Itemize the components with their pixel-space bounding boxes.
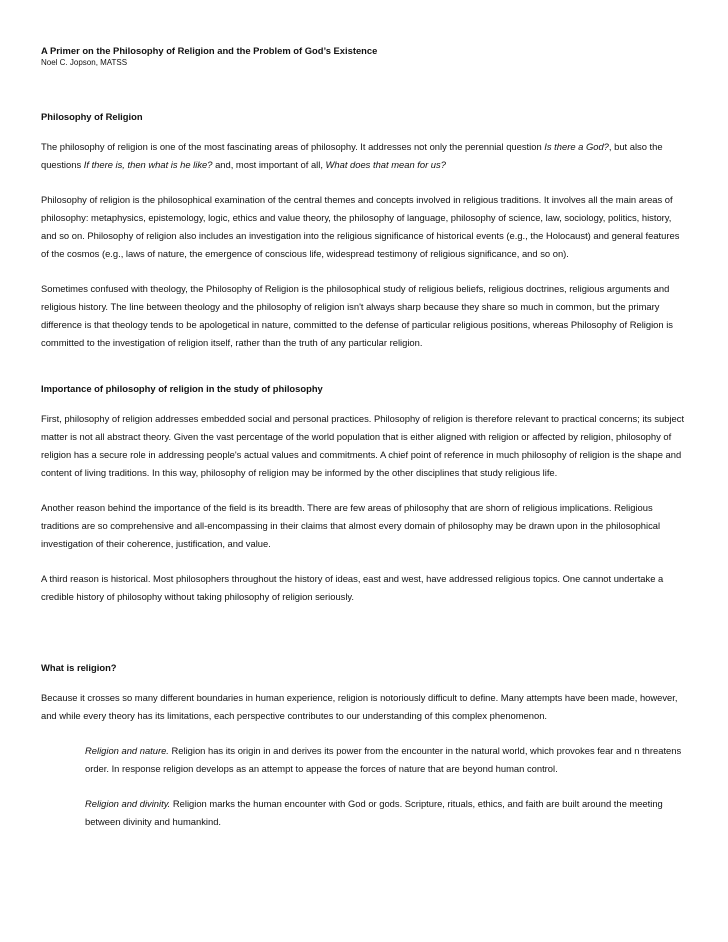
definition-label: Religion and nature. (85, 745, 169, 756)
paragraph: Sometimes confused with theology, the Philosophy of Religion is the philosophical study of religious beliefs, religious doctrines, religious arguments and religious history. The line between theology and the philosophy of religion isn't always sharp because they share so much in common, but the primary difference is that theology tends to be apologetical in nature, committed to the defense of particular religious positions, whereas Philosophy of Religion is committed to the investigation of religion itself, rather than the truth of any particular religion. (41, 283, 673, 348)
text-run: and, most important of all, (212, 159, 326, 170)
italic-question: Is there a God? (544, 141, 609, 152)
document-title: A Primer on the Philosophy of Religion and the Problem of God’s Existence (41, 45, 378, 56)
document-author: Noel C. Jopson, MATSS (41, 58, 128, 67)
section-heading-philosophy-of-religion: Philosophy of Religion (41, 111, 143, 122)
definition-text: Religion marks the human encounter with God or gods. Scripture, rituals, ethics, and faith are built around the meeting between divinity and humankind. (85, 798, 663, 827)
text-run: , but also the questions (41, 141, 663, 170)
definition-text: Religion has its origin in and derives its power from the encounter in the natural world, which provokes fear and n threatens order. In response religion develops as an attempt to appease the forces of nature that are beyond human control. (85, 745, 682, 774)
italic-question: If there is, then what is he like? (83, 159, 213, 170)
text-run: The philosophy of religion is one of the most fascinating areas of philosophy. It addresses not only the perennial question (41, 141, 545, 152)
paragraph: Another reason behind the importance of the field is its breadth. There are few areas of philosophy that are shorn of religious implications. Religious traditions are so comprehensive and all-encompassing in their claims that almost every domain of philosophy may be drawn upon in the philosophical investigation of their coherence, justification, and value. (41, 502, 661, 549)
section-heading-what-is-religion: What is religion? (41, 662, 117, 673)
paragraph: First, philosophy of religion addresses embedded social and personal practices. Philosophy of religion is therefore relevant to practical concerns; its subject matter is not all abstract theory. Given the vast percentage of the world population that is either aligned with religion or affected by religion, philosophy of religion has a secure role in addressing people's actual values and commitments. A chief point of reference in much philosophy of religion is the shape and content of living traditions. In this way, philosophy of religion may be informed by the other disciplines that study religious life. (41, 413, 685, 478)
definition-item-divinity (85, 795, 687, 831)
section-heading-importance: Importance of philosophy of religion in the study of philosophy (41, 383, 323, 394)
italic-question: What does that mean for us? (325, 159, 446, 170)
document-page (41, 44, 687, 831)
paragraph: A third reason is historical. Most philosophers throughout the history of ideas, east and west, have addressed religious topics. One cannot undertake a credible history of philosophy without taking philosophy of religion seriously. (41, 573, 664, 602)
definition-item-nature (85, 742, 687, 778)
paragraph: Philosophy of religion is the philosophical examination of the central themes and concepts involved in religious traditions. It involves all the main areas of philosophy: metaphysics, epistemology, logic, ethics and value theory, the philosophy of language, philosophy of science, law, sociology, politics, history, and so on. Philosophy of religion also includes an investigation into the religious significance of historical events (e.g., the Holocaust) and general features of the cosmos (e.g., laws of nature, the emergence of conscious life, widespread testimony of religious significance, and so on). (41, 194, 680, 259)
paragraph (41, 138, 687, 174)
definition-label: Religion and divinity. (85, 798, 171, 809)
paragraph: Because it crosses so many different boundaries in human experience, religion is notoriously difficult to define. Many attempts have been made, however, and while every theory has its limitations, each perspective contributes to our understanding of this complex phenomenon. (41, 692, 678, 721)
